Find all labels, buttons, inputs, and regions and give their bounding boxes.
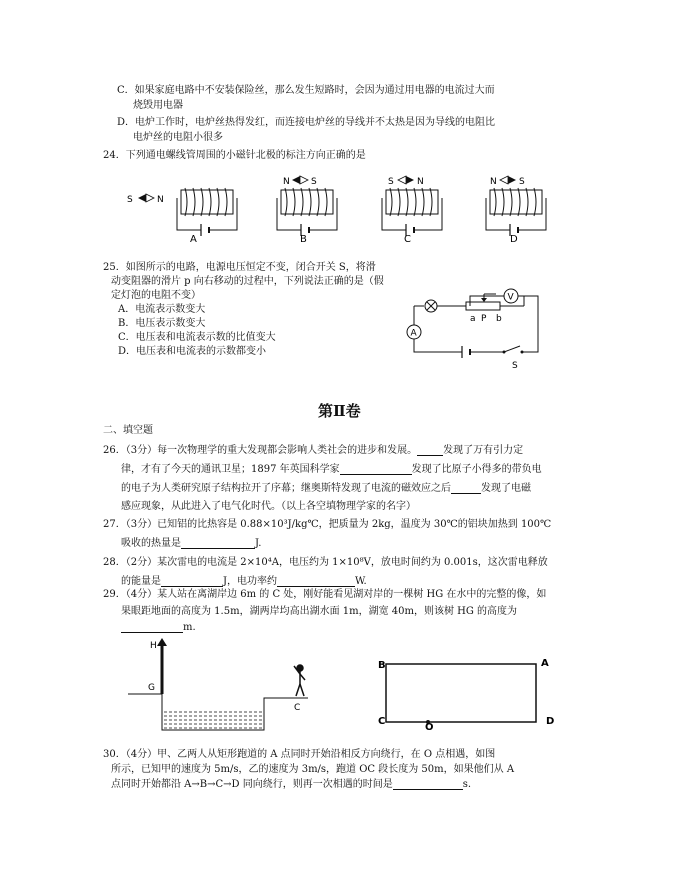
track-label-c: C: [378, 716, 386, 727]
rheostat-slider-p: P: [481, 314, 487, 324]
needle-c-left: S: [388, 177, 394, 187]
track-label-b: B: [378, 660, 386, 671]
needle-a-left: S: [127, 195, 133, 205]
option-23d-line1: D．电炉工作时，电炉丝热得发红，而连接电炉丝的导线并不太热是因为导线的电阻比: [117, 117, 496, 128]
needle-c-right: N: [417, 177, 424, 187]
option-23c-line2: 烧毁用电器: [133, 100, 183, 111]
question-28-line1: 28．（2分）某次雷电的电流是 2×10⁴A，电压约为 1×10⁸V，放电时间约为 0.001s，这次雷电释放: [103, 557, 548, 568]
circuit-diagram: [400, 284, 545, 374]
rheostat-end-a: a: [470, 314, 476, 324]
question-25-line2: 动变阻器的滑片 p 向右移动的过程中，下列说法正确的是（假: [111, 276, 384, 287]
label-g: G: [148, 683, 155, 693]
lake-figure: [124, 636, 344, 746]
track-label-a: A: [541, 658, 549, 669]
question-25-line1: 25．如图所示的电路，电源电压恒定不变，闭合开关 S，将滑: [103, 262, 376, 273]
question-26-line3: 的电子为人类研究原子结构拉开了序幕；继奥斯特发现了电流的磁效应之后 发现了电磁: [121, 483, 531, 494]
question-29-line1: 29．（4分）某人站在离湖岸边 6m 的 C 处，刚好能看见湖对岸的一棵树 HG 在水中的完整的像，如: [103, 589, 547, 600]
question-24-text: 24．下列通电螺线管周围的小磁针北极的标注方向正确的是: [103, 150, 366, 161]
solenoid-b: [277, 176, 337, 245]
question-30-line2: 所示，已知甲的速度为 5m/s，乙的速度为 3m/s，跑道 OC 段长度为 50m，如果他们从 A: [111, 764, 515, 775]
rectangular-track: [386, 664, 536, 722]
question-26-line2: 律，才有了今天的通讯卫星；1897 年英国科学家 发现了比原子小得多的带负电: [121, 464, 542, 475]
option-b-label: B: [300, 234, 307, 245]
solenoid-c: [382, 176, 442, 245]
question-30-line3: 点同时开始都沿 A→B→C→D 同向绕行，则再一次相遇的时间是 s.: [111, 779, 472, 790]
solenoid-figures: [120, 166, 560, 248]
track-figure: [374, 656, 564, 730]
question-29-line2: 果眼距地面的高度为 1.5m，湖两岸均高出湖水面 1m，湖宽 40m，则该树 HG 的高度为: [121, 606, 518, 617]
question-26-line1: 26．（3分）每一次物理学的重大发现都会影响人类社会的进步和发展。 发现了万有引力定: [103, 445, 524, 456]
solenoid-a: [127, 188, 237, 245]
track-label-d: D: [546, 716, 555, 727]
option-25d: D．电压表和电流表的示数都变小: [118, 346, 267, 357]
person-icon: [294, 665, 305, 696]
rheostat-icon: [466, 302, 500, 310]
question-27-line2: 吸收的热量是 J.: [121, 538, 262, 549]
section-title: 第Ⅱ卷: [318, 402, 361, 420]
needle-d-right: S: [519, 177, 525, 187]
option-25b: B．电压表示数变大: [118, 318, 206, 329]
ammeter-label: A: [410, 328, 417, 339]
needle-b-left: N: [283, 177, 290, 187]
needle-d-left: N: [490, 177, 497, 187]
needle-a-right: N: [157, 195, 164, 205]
rheostat-end-b: b: [496, 314, 502, 324]
question-27-line1: 27．（3分）已知铝的比热容是 0.88×10³J/kg℃，把质量为 2kg，温度为 30℃的铝块加热到 100℃: [103, 519, 552, 530]
question-29-line3: m.: [121, 623, 196, 633]
option-c-label: C: [404, 234, 411, 245]
track-label-o: O: [425, 722, 434, 730]
label-c: C: [294, 703, 301, 713]
question-28-line2: 的能量是 J，电功率约 W.: [121, 576, 367, 587]
option-d-label: D: [510, 234, 518, 245]
question-25-line3: 定灯泡的电阻不变）: [111, 290, 201, 301]
option-23c-line1: C．如果家庭电路中不安装保险丝，那么发生短路时，会因为通过用电器的电流过大而: [117, 85, 495, 96]
question-26-line4: 感应现象，从此进入了电气化时代。（以上各空填物理学家的名字）: [121, 501, 416, 512]
option-25c: C．电压表和电流表示数的比值变大: [118, 332, 276, 343]
label-h: H: [150, 641, 157, 651]
solenoid-d: [486, 176, 546, 245]
switch-icon: [504, 346, 520, 352]
voltmeter-label: V: [507, 292, 514, 303]
question-30-line1: 30．（4分）甲、乙两人从矩形跑道的 A 点同时开始沿相反方向绕行，在 O 点相遇，如图: [103, 749, 496, 760]
needle-b-right: S: [311, 177, 317, 187]
switch-label: S: [512, 361, 518, 371]
section-subtitle: 二、填空题: [103, 425, 153, 436]
option-a-label: A: [190, 234, 197, 245]
option-23d-line2: 电炉丝的电阻小很多: [133, 132, 223, 143]
option-25a: A．电流表示数变大: [118, 304, 206, 315]
